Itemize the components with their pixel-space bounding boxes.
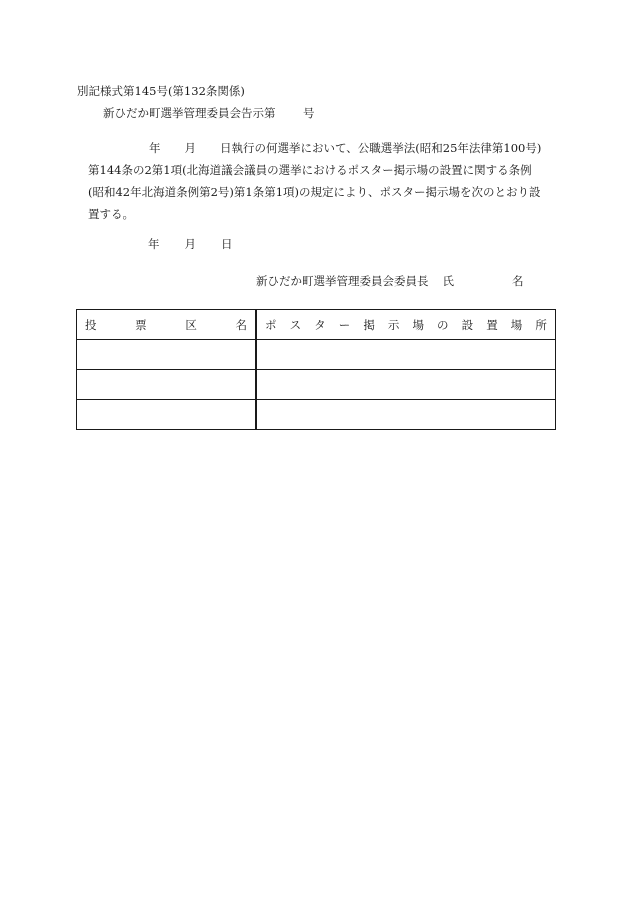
header-char: 場 <box>412 317 424 332</box>
table-cell-district[interactable] <box>77 400 257 430</box>
body-month-label: 月 <box>184 141 196 155</box>
header-char: 示 <box>387 317 400 332</box>
table-cell-district[interactable] <box>77 370 257 400</box>
signer-title: 新ひだか町選挙管理委員会委員長 <box>256 274 429 288</box>
date-row <box>148 236 233 252</box>
date-day-label: 日 <box>221 237 233 251</box>
table-cell-location[interactable] <box>256 400 556 430</box>
notice-number-label: 号 <box>303 106 315 120</box>
header-char: 場 <box>510 317 523 332</box>
table-cell-location[interactable] <box>256 370 556 400</box>
signer-shi-label: 氏 <box>442 274 454 288</box>
header-char: の <box>437 317 449 332</box>
header-char: 所 <box>535 317 547 332</box>
body-line-1 <box>88 137 558 159</box>
notice-body <box>88 137 558 225</box>
body-year-label: 年 <box>149 141 161 155</box>
header-char: ー <box>338 317 351 332</box>
header-char: 掲 <box>363 317 375 332</box>
header-char: 投 <box>85 317 97 332</box>
header-char: ス <box>289 317 302 332</box>
table-row <box>77 400 556 430</box>
header-char: 票 <box>135 317 147 332</box>
header-char: 名 <box>235 317 247 332</box>
poster-places-table <box>76 309 556 430</box>
signer-mei-label: 名 <box>512 274 524 288</box>
header-polling-district <box>77 310 257 340</box>
table-header-row <box>77 310 556 340</box>
notice-title: 新ひだか町選挙管理委員会告示第 <box>103 106 276 120</box>
header-char: 置 <box>486 317 498 332</box>
table-row <box>77 370 556 400</box>
header-char: 設 <box>461 317 474 332</box>
header-poster-location <box>256 310 556 340</box>
header-char: 区 <box>185 317 197 332</box>
signer-row <box>256 273 524 289</box>
header-char: タ <box>314 317 326 332</box>
table-cell-location[interactable] <box>256 340 556 370</box>
body-line-2: 第144条の2第1項(北海道議会議員の選挙におけるポスター掲示場の設置に関する条例 <box>88 163 532 177</box>
header-char: ポ <box>265 317 277 332</box>
date-year-label: 年 <box>148 237 160 251</box>
table-cell-district[interactable] <box>77 340 257 370</box>
body-line-3: (昭和42年北海道条例第2号)第1条第1項)の規定により、ポスター掲示場を次のとおり設 <box>88 185 541 199</box>
date-month-label: 月 <box>184 237 196 251</box>
body-line-4: 置する。 <box>88 207 134 221</box>
body-day-text: 日執行の何選挙において、公職選挙法(昭和25年法律第100号) <box>220 141 542 155</box>
form-label: 別記様式第145号(第132条関係) <box>77 84 245 98</box>
table-row <box>77 340 556 370</box>
